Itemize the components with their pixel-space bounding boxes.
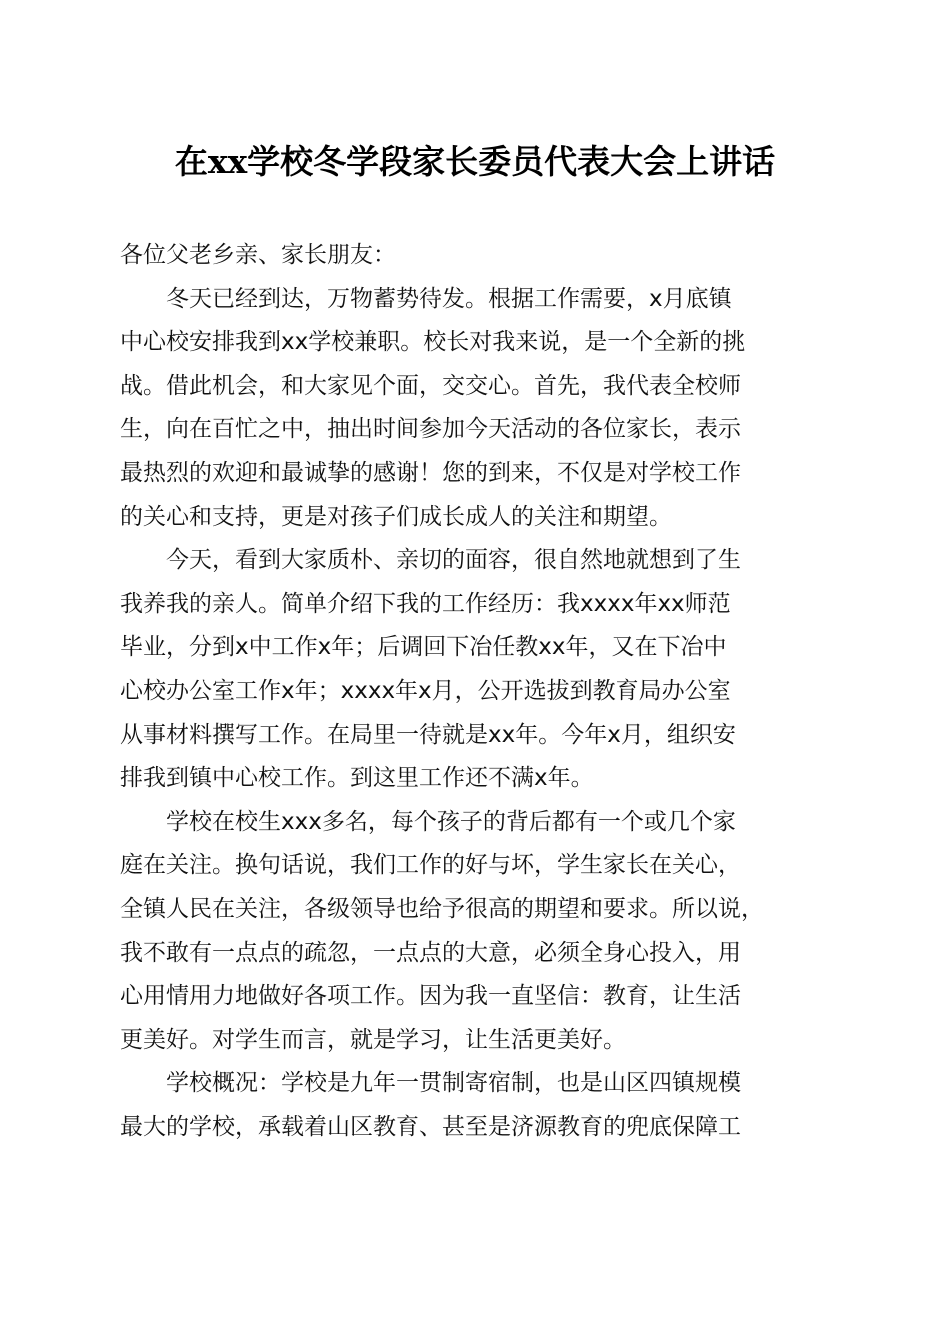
text-line: 排我到镇中心校工作。到这里工作还不满x年。 xyxy=(120,765,594,792)
text-line: 从事材料撰写工作。在局里一待就是xx年。今年x月，组织安 xyxy=(120,721,736,748)
text-line: 全镇人民在关注，各级领导也给予很高的期望和要求。所以说， xyxy=(120,895,764,922)
text-line: 最热烈的欢迎和最诚挚的感谢！您的到来，不仅是对学校工作 xyxy=(120,459,741,486)
document-body xyxy=(120,234,832,1149)
text-line: 心用情用力地做好各项工作。因为我一直坚信：教育，让生活 xyxy=(120,983,741,1010)
text-line: 最大的学校，承载着山区教育、甚至是济源教育的兜底保障工 xyxy=(120,1113,741,1140)
text-line: 我养我的亲人。简单介绍下我的工作经历：我xxxx年xx师范 xyxy=(120,590,731,617)
text-line: 学校在校生xxx多名，每个孩子的背后都有一个或几个家 xyxy=(166,808,736,835)
text-line: 庭在关注。换句话说，我们工作的好与坏，学生家长在关心， xyxy=(120,852,741,879)
text-line: 今天，看到大家质朴、亲切的面容，很自然地就想到了生 xyxy=(166,547,741,574)
text-line: 学校概况：学校是九年一贯制寄宿制，也是山区四镇规模 xyxy=(166,1070,741,1097)
text-line: 冬天已经到达，万物蓄势待发。根据工作需要，x月底镇 xyxy=(166,285,732,312)
text-line: 生，向在百忙之中，抽出时间参加今天活动的各位家长，表示 xyxy=(120,416,741,443)
text-line: 的关心和支持，更是对孩子们成长成人的关注和期望。 xyxy=(120,503,672,530)
text-line: 中心校安排我到xx学校兼职。校长对我来说，是一个全新的挑 xyxy=(120,329,746,356)
text-line: 毕业，分到x中工作x年；后调回下冶任教xx年，又在下冶中 xyxy=(120,634,727,661)
text-line: 战。借此机会，和大家见个面，交交心。首先，我代表全校师 xyxy=(120,372,741,399)
text-line: 心校办公室工作x年；xxxx年x月，公开选拔到教育局办公室 xyxy=(120,677,731,704)
text-line: 我不敢有一点点的疏忽，一点点的大意，必须全身心投入，用 xyxy=(120,939,741,966)
text-line: 更美好。对学生而言，就是学习，让生活更美好。 xyxy=(120,1026,626,1053)
document-title: 在xx学校冬学段家长委员代表大会上讲话 xyxy=(174,142,776,181)
text-line: 各位父老乡亲、家长朋友： xyxy=(120,242,396,268)
